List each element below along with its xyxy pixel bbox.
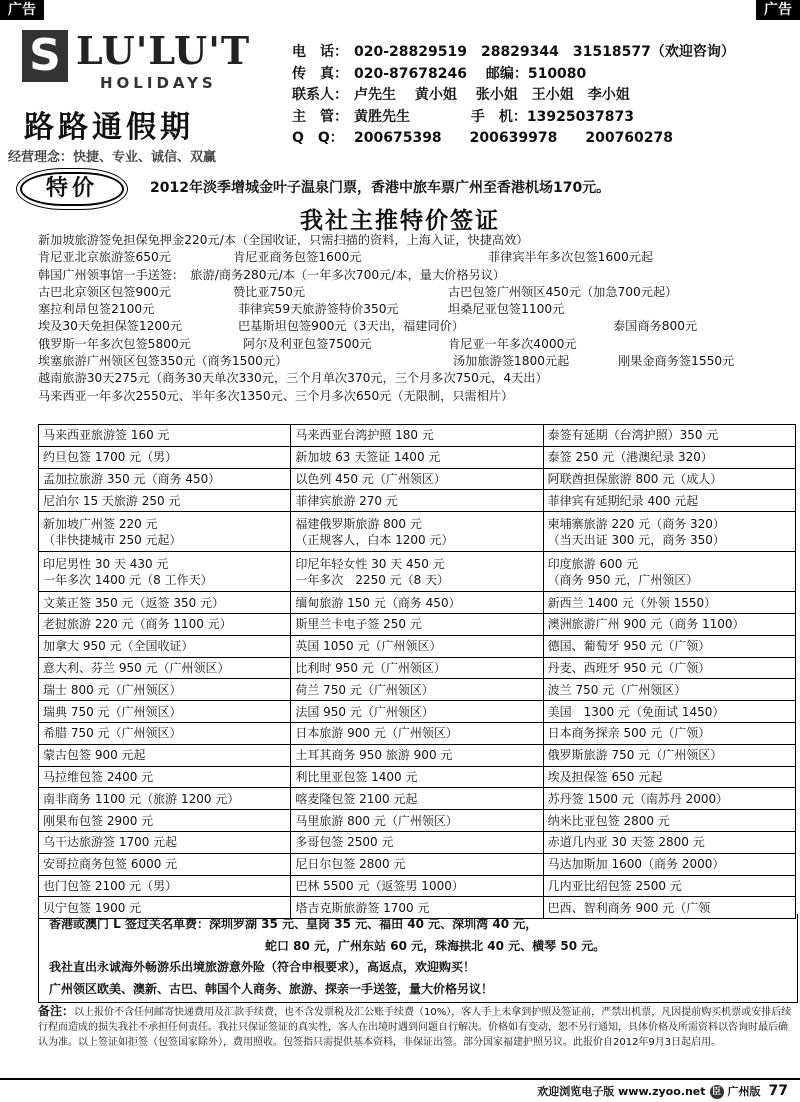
table-cell [291,701,543,723]
cell-text: 新加坡 63 天签证 1400 元 [295,450,441,465]
visa-offer: 肯尼亚商务包签1600元 [233,250,362,265]
cell-text: （非快捷城市 250 元起） [43,532,182,547]
table-cell [543,810,795,832]
table-cell [39,744,291,766]
cell-text: 瑞士 800 元（广州领区） [43,682,182,697]
table-cell [543,744,795,766]
ad-tag-left: 广告 [0,0,44,20]
special-offer-text: 2012年淡季增城金叶子温泉门票，香港中旅车票广州至香港机场170元。 [150,180,611,196]
footer-edition: 广州版 [727,1085,761,1098]
table-row [39,425,796,447]
cell-text: 巴西、智利商务 900 元（广领 [547,900,711,915]
cell-text: 希腊 750 元（广州领区） [43,726,182,741]
table-cell [543,657,795,679]
table-cell [543,552,795,592]
table-row [39,552,796,592]
cell-text: 多哥包签 2500 元 [295,835,394,850]
cell-text: 一年多次 2250 元（8 天） [295,572,450,587]
cell-text: 苏丹签 1500 元（南苏丹 2000） [547,791,729,806]
table-row [39,592,796,614]
table-cell [39,810,291,832]
cell-text: 贝宁包签 1900 元 [43,900,142,915]
table-cell [543,468,795,490]
special-offer-band [0,172,800,202]
table-row [39,875,796,897]
cell-text: 马来西亚台湾护照 180 元 [295,428,434,443]
contact-row [292,107,735,129]
cell-text: 德国、葡萄牙 950 元（广领） [547,639,711,654]
table-cell [291,468,543,490]
table-cell [39,635,291,657]
cell-text: 意大利、芬兰 950 元（广州领区） [43,660,230,675]
cell-text: 新加坡广州签 220 元 [43,516,158,531]
table-row [39,679,796,701]
visa-price-table [38,424,796,919]
contact-row [292,64,735,86]
table-cell [291,446,543,468]
visa-line [38,267,798,284]
ad-tag-right: 广告 [756,0,800,20]
page-number: 77 [768,1083,788,1099]
table-row [39,446,796,468]
cell-text: 南非商务 1100 元（旅游 1200 元） [43,791,240,806]
cell-text: （商务 950 元，广州领区） [547,572,699,587]
visa-offer: 俄罗斯一年多次包签5800元 [38,336,191,351]
cell-text: 日本商务探亲 500 元（广领） [547,726,711,741]
table-cell [39,552,291,592]
cell-text: 英国 1050 元（广州领区） [295,639,442,654]
logo-s-icon: S [22,30,68,82]
table-cell [291,490,543,512]
visa-offer: 埃塞旅游广州领区包签350元（商务1500元） [38,354,288,369]
visa-offer: 刚果金商务签1550元 [618,354,735,369]
table-cell [543,875,795,897]
table-row [39,744,796,766]
cell-text: 老挝旅游 220 元（商务 1100 元） [43,617,232,632]
cell-text: 土耳其商务 950 旅游 900 元 [295,748,453,763]
visa-line [38,353,798,370]
logo-holidays: HOLIDAYS [100,74,217,92]
cell-text: 阿联酋担保旅游 800 元（成人） [547,471,723,486]
table-row [39,512,796,552]
cell-text: 波兰 750 元（广州领区） [547,682,687,697]
cell-text: （当天出证 300 元，商务 350） [547,532,725,547]
cell-text: 丹麦、西班牙 950 元（广领） [547,660,711,675]
cell-text: 泰签 250 元（港澳纪录 320） [547,450,713,465]
company-logo [4,24,274,174]
cell-text: 柬埔寨旅游 220 元（商务 320） [547,516,725,531]
table-row [39,657,796,679]
table-cell [39,766,291,788]
cell-text: 瑞典 750 元（广州领区） [43,704,182,719]
table-cell [543,490,795,512]
visa-line [38,370,798,387]
cell-text: 约旦包签 1700 元（男） [43,450,178,465]
logo-brand: LU'LU'T [76,28,251,73]
contact-key: 联系人： [292,87,348,103]
table-cell [291,552,543,592]
contact-key: 电 话： [292,44,348,60]
visa-offer: 汤加旅游签1800元起 [453,354,570,369]
table-cell [291,592,543,614]
cell-text: 利比里亚包签 1400 元 [295,769,418,784]
cell-text: 刚果布包签 2900 元 [43,813,154,828]
visa-offer: 新加坡旅游签免担保免押金220元/本（全国收证，只需扫描的资料，上海入证，快捷高效） [38,233,529,247]
visa-offer: 赞比亚750元 [233,284,306,299]
contact-row [292,128,735,150]
table-row [39,722,796,744]
table-row [39,468,796,490]
cell-text: 纳米比亚包签 2800 元 [547,813,670,828]
table-cell [39,679,291,701]
cell-text: 也门包签 2100 元（男） [43,878,178,893]
cell-text: 埃及担保签 650 元起 [547,769,663,784]
table-cell [291,657,543,679]
cell-text: 塔吉克斯旅游签 1700 元 [295,900,430,915]
notes [38,1004,796,1050]
contact-key: 主 管： [292,108,348,125]
contact-row [292,85,735,107]
cell-text: 尼日尔包签 2800 元 [295,857,406,872]
cell-text: 马里旅游 800 元（广州领区） [295,813,458,828]
special-badge: 特价 [20,172,124,206]
cell-text: 巴林 5500 元（返签男 1000） [295,878,464,893]
visa-offer: 菲律宾半年多次包签1600元起 [488,250,654,265]
table-cell [543,592,795,614]
visa-line [38,388,798,405]
cell-text: 法国 950 元（广州领区） [295,704,434,719]
table-cell [39,875,291,897]
cell-text: 几内亚比绍包签 2500 元 [547,878,682,893]
cell-text: 加拿大 950 元（全国收证） [43,639,194,654]
cell-text: 马来西亚旅游签 160 元 [43,428,170,443]
table-cell [39,468,291,490]
visa-line [38,249,798,266]
cell-text: 尼泊尔 15 天旅游 250 元 [43,493,181,508]
cell-text: 蒙古包签 900 元起 [43,748,146,763]
visa-offer: 古巴包签广州领区450元（加急700元起） [448,284,678,299]
cell-text: 美国 1300 元（免面试 1450） [547,704,725,719]
table-cell [39,490,291,512]
visa-offer: 越南旅游30天275元（商务30天单次330元，三个月单次370元，三个月多次750元，4天出） [38,371,548,386]
table-cell [543,701,795,723]
table-cell [291,679,543,701]
cell-text: 马拉维包签 2400 元 [43,769,154,784]
visa-offer: 古巴北京领区包签900元 [38,284,171,299]
cell-text: 印度旅游 600 元 [547,556,639,571]
cell-text: 喀麦隆包签 2100 元起 [295,791,418,806]
visa-offer: 韩国广州领事馆一手送签： 旅游/商务280元/本（一年多次700元/本，量大价格另议） [38,267,506,282]
visa-offer: 肯尼亚一年多次4000元 [448,336,577,351]
table-cell [39,657,291,679]
cell-text: 孟加拉旅游 350 元（商务 450） [43,471,221,486]
table-cell [291,831,543,853]
table-cell [291,875,543,897]
table-cell [291,788,543,810]
cell-text: 福建俄罗斯旅游 800 元 [295,516,422,531]
table-row [39,701,796,723]
cell-text: 一年多次 1400 元（8 工作天） [43,572,213,587]
table-cell [39,853,291,875]
table-row [39,490,796,512]
table-cell [291,766,543,788]
notes-label: 备注： [38,1004,75,1018]
table-cell [39,613,291,635]
fee-line: 香港或澳门 L 签过关名单费：深圳罗湖 35 元、皇岗 35 元、福田 40 元、深圳湾 40 元， [49,917,538,931]
table-cell [39,512,291,552]
table-cell [543,635,795,657]
visa-line [38,284,798,301]
table-cell [291,810,543,832]
visa-offer: 肯尼亚北京旅游签650元 [38,250,171,265]
table-cell [291,744,543,766]
contact-key: Q Q： [292,130,344,146]
cell-text: 泰签有延期（台湾护照）350 元 [547,428,719,443]
contact-key: 传 真： [292,65,348,82]
table-cell [39,425,291,447]
cell-text: 乌干达旅游签 1700 元起 [43,835,178,850]
visa-offer: 坦桑尼亚包签1100元 [448,302,565,317]
table-cell [543,425,795,447]
fee-line: 蛇口 80 元，广州东站 60 元，珠海拱北 40 元、横琴 50 元。 [265,938,606,953]
visa-line [38,232,798,249]
visa-offer: 泰国商务800元 [613,319,698,334]
table-row [39,831,796,853]
cell-text: 俄罗斯旅游 750 元（广州领区） [547,748,723,763]
table-cell [543,512,795,552]
cell-text: 日本旅游 900 元（广州领区） [295,726,458,741]
cell-text: 文莱正签 350 元（返签 350 元） [43,595,225,610]
zyoo-logo-icon: 臣 [710,1085,724,1099]
contact-info [292,42,735,150]
table-cell [543,679,795,701]
contact-value: 200675398 200639978 200760278 [354,130,674,146]
table-cell [39,722,291,744]
visa-offer: 埃及30天免担保签1200元 [38,319,183,334]
page-title: 我社主推特价签证 [300,207,500,234]
cell-text: 印尼年轻女性 30 天 450 元 [295,556,445,571]
cell-text: （正规客人，白本 1200 元） [295,532,454,547]
cell-text: 菲律宾旅游 270 元 [295,493,398,508]
table-cell [39,592,291,614]
visa-offer: 塞拉利昂包签2100元 [38,302,155,317]
visa-offer: 马来西亚一年多次2550元、半年多次1350元、三个月多次650元（无限制，只需相片） [38,388,514,403]
cell-text: 菲律宾有延期纪录 400 元起 [547,493,699,508]
notes-text: 以上报价不含任何邮寄快递费用及汇款手续费，也不含发票税及汇公账手续费（10%），客人手上未拿到护照及签证前，严禁出机票，凡因提前购买机票或安排后续行程而造成的损失我社不承担任何责任。我社只保证签证的真实性，客人在出境时遇到问题自行解决。价格如有变动，恕不另行通知，具体价格及所需资料以咨询时最后确认为准。以上签证如拒签（包签国家除外），费用照收。包签指只需提供基本资料，非保证出签。部分国家福建护照另议。此报价自2012年9月3日起启用。 [38,1007,792,1048]
contact-value: 020-28829519 28829344 31518577（欢迎咨询） [354,44,735,60]
visa-line [38,336,798,353]
contact-row [292,42,735,64]
featured-visa-list [38,232,798,405]
cell-text: 斯里兰卡电子签 250 元 [295,617,422,632]
cell-text: 马达加斯加 1600（商务 2000） [547,857,725,872]
table-row [39,635,796,657]
visa-offer: 阿尔及利亚包签7500元 [243,336,372,351]
contact-value: 卢先生 黄小姐 张小姐 王小姐 李小姐 [354,87,630,103]
table-row [39,788,796,810]
table-row [39,810,796,832]
cell-text: 印尼男性 30 天 430 元 [43,556,169,571]
footer-site: 欢迎浏览电子版 www.zyoo.net [537,1085,706,1098]
contact-value: 020-87678246 邮编：510080 [354,65,587,82]
table-cell [543,722,795,744]
table-cell [291,635,543,657]
table-row [39,766,796,788]
table-cell [291,425,543,447]
visa-line [38,301,798,318]
cell-text: 比利时 950 元（广州领区） [295,660,446,675]
business-motto: 经营理念：快捷、专业、诚信、双赢 [8,150,217,165]
logo-chinese-name: 路路通假期 [24,110,194,145]
cell-text: 安哥拉商务包签 6000 元 [43,857,178,872]
table-cell [543,788,795,810]
insurance-line: 我社直出永诚海外畅游乐出境旅游意外险（符合申根要求），高返点，欢迎购买！ [49,960,476,974]
cell-text: 以色列 450 元（广州领区） [295,471,446,486]
consulate-line: 广州领区欧美、澳新、古巴、韩国个人商务、旅游、探亲一手送签，量大价格另议！ [49,981,494,996]
table-cell [39,831,291,853]
table-cell [39,701,291,723]
visa-offer: 菲律宾59天旅游签特价350元 [238,302,399,317]
cell-text: 新西兰 1400 元（外领 1550） [547,595,717,610]
table-cell [291,853,543,875]
visa-offer: 巴基斯坦包签900元（3天出，福建同价） [238,319,465,334]
cell-text: 澳洲旅游广州 900 元（商务 1100） [547,617,745,632]
cell-text: 赤道几内亚 30 天签 2800 元 [547,835,705,850]
table-cell [39,788,291,810]
table-cell [291,512,543,552]
table-cell [291,722,543,744]
table-cell [543,831,795,853]
table-cell [543,853,795,875]
table-cell [543,446,795,468]
fees-box [38,914,798,1003]
contact-value: 黄胜先生 手 机：13925037873 [354,108,635,125]
table-row [39,613,796,635]
table-cell [291,613,543,635]
cell-text: 荷兰 750 元（广州领区） [295,682,434,697]
table-row [39,853,796,875]
page-footer [0,1078,800,1102]
cell-text: 缅甸旅游 150 元（商务 450） [295,595,461,610]
visa-line [38,318,798,335]
table-cell [543,766,795,788]
table-cell [543,613,795,635]
table-cell [39,446,291,468]
